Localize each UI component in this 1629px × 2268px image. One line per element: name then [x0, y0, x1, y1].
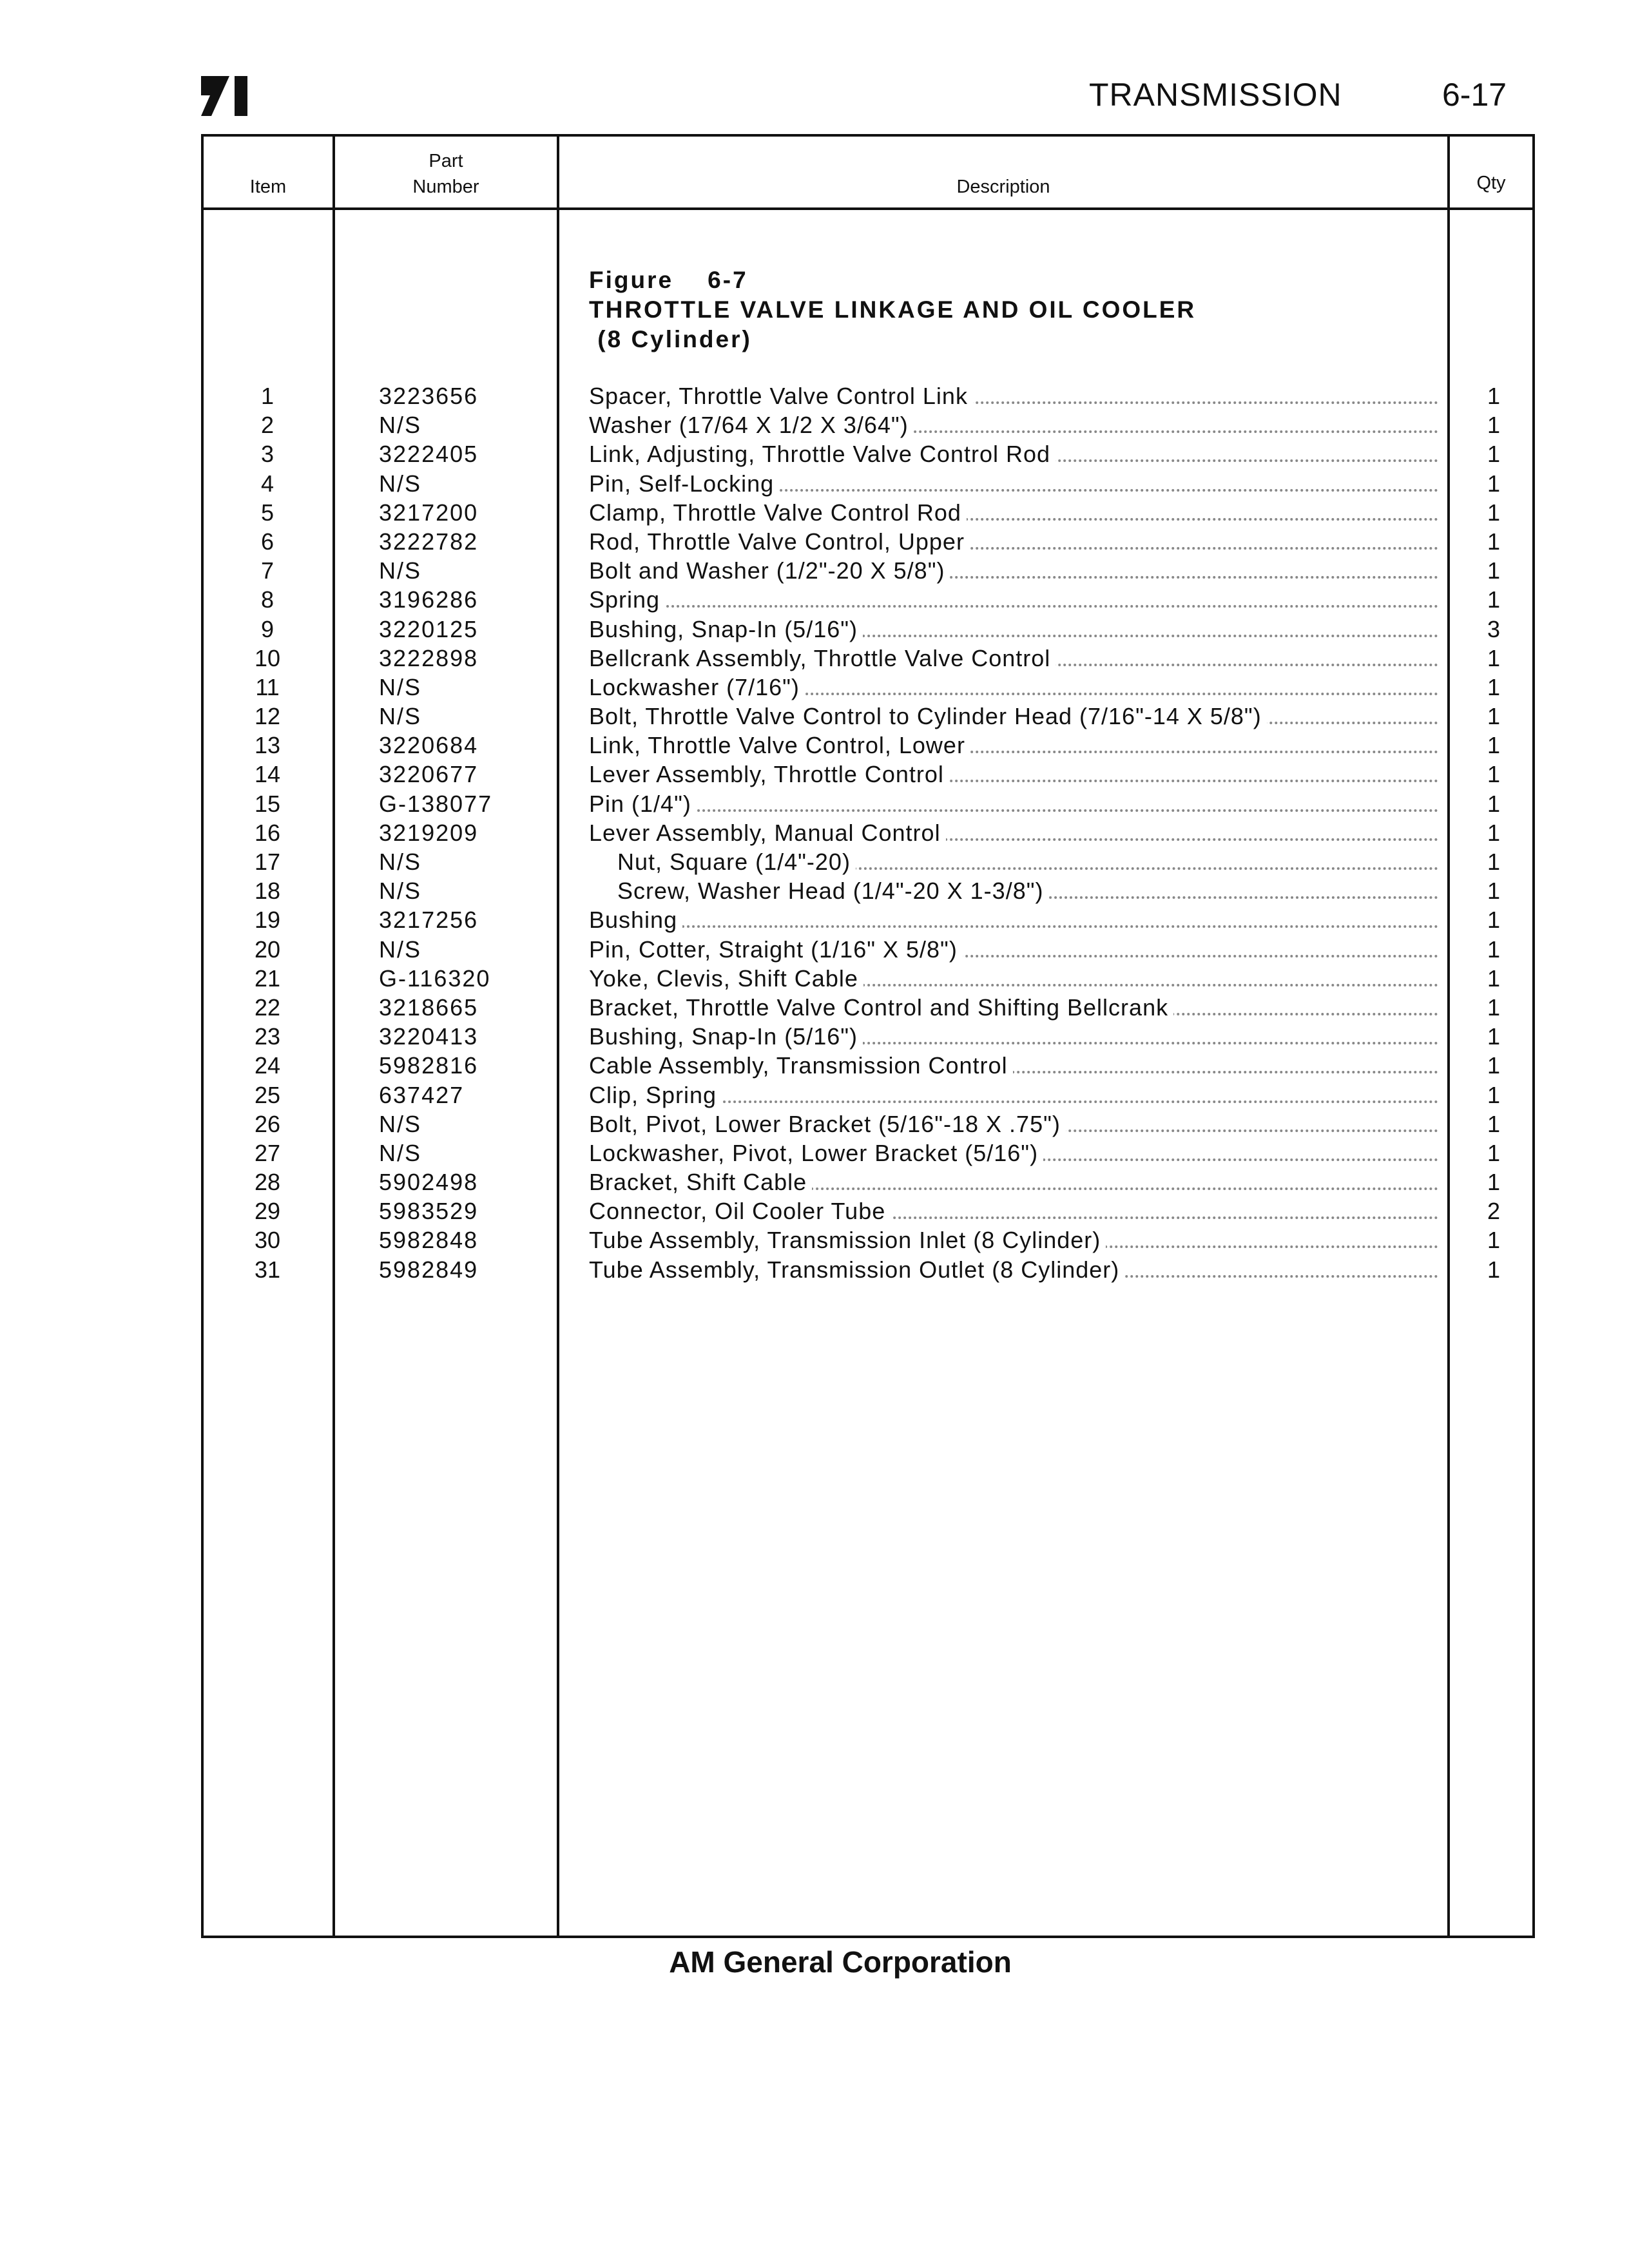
- part-number: 5982816: [379, 1052, 479, 1079]
- header-divider: [204, 207, 1532, 210]
- quantity: 1: [1487, 703, 1501, 730]
- item-number: 10: [254, 644, 281, 671]
- table-row: [0, 993, 1629, 1022]
- part-description-text: Washer (17/64 X 1/2 X 3/64"): [589, 412, 914, 438]
- part-number: 3220125: [379, 615, 479, 642]
- table-row: [0, 410, 1629, 439]
- quantity: 1: [1487, 965, 1501, 992]
- part-number: N/S: [379, 412, 422, 439]
- part-description: [589, 964, 1438, 993]
- quantity: 1: [1487, 732, 1501, 759]
- part-number: N/S: [379, 703, 422, 730]
- table-row: [0, 818, 1629, 847]
- figure-subtitle: (8 Cylinder): [589, 326, 752, 352]
- part-number: N/S: [379, 470, 422, 497]
- part-number: G-138077: [379, 790, 493, 817]
- part-number: N/S: [379, 557, 422, 584]
- column-header-qty: Qty: [1476, 173, 1506, 193]
- part-description: [589, 935, 1438, 964]
- item-number: 12: [254, 703, 281, 730]
- part-description-text: Lockwasher (7/16"): [589, 674, 805, 700]
- item-number: 19: [254, 907, 281, 934]
- item-number: 9: [260, 615, 275, 642]
- part-description: [589, 760, 1438, 789]
- table-row: [0, 527, 1629, 556]
- part-description: [589, 1081, 1438, 1110]
- quantity: 1: [1487, 673, 1501, 700]
- part-description-text: Lever Assembly, Throttle Control: [589, 761, 949, 787]
- part-number: 3218665: [379, 994, 479, 1021]
- part-description: [589, 644, 1438, 673]
- part-number: 637427: [379, 1081, 465, 1108]
- item-number: 31: [254, 1256, 281, 1283]
- table-row: [0, 1110, 1629, 1139]
- part-description-text: Bushing, Snap-In (5/16"): [589, 616, 863, 642]
- part-description: [589, 1255, 1438, 1284]
- item-number: 25: [254, 1081, 281, 1108]
- table-row: [0, 760, 1629, 789]
- table-row: [0, 702, 1629, 731]
- table-row: [0, 498, 1629, 527]
- table-row: [0, 644, 1629, 673]
- item-number: 4: [260, 470, 275, 497]
- quantity: 1: [1487, 1110, 1501, 1137]
- table-row: [0, 1139, 1629, 1168]
- part-description-text: Screw, Washer Head (1/4"-20 X 1-3/8"): [617, 878, 1048, 904]
- item-number: 6: [260, 528, 275, 555]
- part-number: 3222405: [379, 441, 479, 468]
- item-number: 11: [255, 673, 280, 700]
- quantity: 1: [1487, 586, 1501, 613]
- item-number: 2: [260, 412, 275, 439]
- part-description: [589, 1051, 1438, 1080]
- item-number: 18: [254, 878, 281, 905]
- item-number: 21: [254, 965, 281, 992]
- part-number: 3222782: [379, 528, 479, 555]
- quantity: 1: [1487, 1227, 1501, 1254]
- part-description-text: Nut, Square (1/4"-20): [617, 849, 856, 875]
- part-description: [589, 702, 1438, 731]
- part-number: 5983529: [379, 1198, 479, 1225]
- item-number: 5: [260, 499, 275, 526]
- table-row: [0, 1051, 1629, 1080]
- part-description-text: Link, Adjusting, Throttle Valve Control Rod: [589, 441, 1055, 467]
- quantity: 1: [1487, 1256, 1501, 1283]
- table-row: [0, 469, 1629, 498]
- item-number: 20: [254, 936, 281, 963]
- part-number: N/S: [379, 1110, 422, 1137]
- table-row: [0, 1255, 1629, 1284]
- part-number: G-116320: [379, 965, 491, 992]
- part-number: 3217200: [379, 499, 479, 526]
- quantity: 1: [1487, 761, 1501, 788]
- part-description-text: Pin, Self-Locking: [589, 470, 779, 497]
- table-row: [0, 381, 1629, 410]
- part-description-text: Connector, Oil Cooler Tube: [589, 1198, 891, 1224]
- item-number: 29: [254, 1198, 281, 1225]
- part-description: [589, 673, 1438, 702]
- part-description: [589, 1225, 1438, 1254]
- part-description: [617, 847, 1438, 876]
- part-description: [589, 1022, 1438, 1051]
- item-number: 17: [254, 849, 281, 875]
- part-number: 3223656: [379, 383, 479, 409]
- figure-heading: [589, 265, 1196, 354]
- part-description-text: Clip, Spring: [589, 1082, 722, 1108]
- item-number: 15: [254, 790, 281, 817]
- table-row: [0, 1022, 1629, 1051]
- part-description-text: Tube Assembly, Transmission Inlet (8 Cylinder): [589, 1227, 1106, 1253]
- part-description-text: Pin (1/4"): [589, 791, 697, 817]
- part-description: [589, 1196, 1438, 1225]
- part-description-text: Spring: [589, 586, 665, 613]
- part-description: [617, 876, 1438, 905]
- part-description: [589, 1110, 1438, 1139]
- quantity: 2: [1487, 1198, 1501, 1225]
- quantity: 1: [1487, 878, 1501, 905]
- figure-number: Figure 6-7: [589, 267, 748, 293]
- part-description: [589, 818, 1438, 847]
- publisher-logo-icon: [201, 76, 251, 116]
- item-number: 16: [254, 819, 281, 846]
- part-description-text: Bolt and Washer (1/2"-20 X 5/8"): [589, 557, 950, 584]
- quantity: 1: [1487, 1023, 1501, 1050]
- quantity: 1: [1487, 412, 1501, 439]
- table-row: [0, 1225, 1629, 1254]
- part-description: [589, 615, 1438, 644]
- table-row: [0, 847, 1629, 876]
- item-number: 28: [254, 1169, 281, 1196]
- quantity: 1: [1487, 849, 1501, 875]
- part-description-text: Bellcrank Assembly, Throttle Valve Control: [589, 645, 1055, 671]
- part-description-text: Bolt, Pivot, Lower Bracket (5/16"-18 X .75"): [589, 1111, 1066, 1137]
- table-row: [0, 731, 1629, 760]
- item-number: 8: [260, 586, 275, 613]
- table-row: [0, 585, 1629, 614]
- part-description: [589, 527, 1438, 556]
- quantity: 1: [1487, 383, 1501, 409]
- part-description: [589, 993, 1438, 1022]
- part-description: [589, 439, 1438, 468]
- table-row: [0, 556, 1629, 585]
- part-number: 3222898: [379, 644, 479, 671]
- part-description-text: Yoke, Clevis, Shift Cable: [589, 965, 863, 992]
- part-number: 5982848: [379, 1227, 479, 1254]
- part-description-text: Bracket, Shift Cable: [589, 1169, 812, 1195]
- part-number: N/S: [379, 878, 422, 905]
- part-number: N/S: [379, 673, 422, 700]
- part-description: [589, 556, 1438, 585]
- part-number: 3220677: [379, 761, 479, 788]
- item-number: 3: [260, 441, 275, 468]
- part-number: 5982849: [379, 1256, 479, 1283]
- part-number: 3220684: [379, 732, 479, 759]
- part-description-text: Bushing, Snap-In (5/16"): [589, 1023, 863, 1050]
- item-number: 7: [260, 557, 275, 584]
- item-number: 22: [254, 994, 281, 1021]
- quantity: 1: [1487, 1081, 1501, 1108]
- part-description-text: Bushing: [589, 907, 682, 933]
- table-row: [0, 1168, 1629, 1196]
- part-description: [589, 789, 1438, 818]
- quantity: 1: [1487, 557, 1501, 584]
- quantity: 1: [1487, 470, 1501, 497]
- part-description-text: Link, Throttle Valve Control, Lower: [589, 732, 970, 758]
- column-header-part-line1: Part: [429, 151, 463, 171]
- part-description-text: Cable Assembly, Transmission Control: [589, 1052, 1013, 1079]
- quantity: 1: [1487, 819, 1501, 846]
- table-row: [0, 615, 1629, 644]
- part-description: [589, 731, 1438, 760]
- part-description-text: Tube Assembly, Transmission Outlet (8 Cylinder): [589, 1256, 1124, 1283]
- part-description: [589, 1139, 1438, 1168]
- quantity: 1: [1487, 994, 1501, 1021]
- quantity: 1: [1487, 907, 1501, 934]
- part-description: [589, 905, 1438, 934]
- figure-title: THROTTLE VALVE LINKAGE AND OIL COOLER: [589, 296, 1197, 323]
- part-number: 3220413: [379, 1023, 479, 1050]
- item-number: 26: [254, 1110, 281, 1137]
- table-row: [0, 964, 1629, 993]
- part-description-text: Clamp, Throttle Valve Control Rod: [589, 499, 967, 526]
- quantity: 1: [1487, 1169, 1501, 1196]
- part-description: [589, 585, 1438, 614]
- part-number: N/S: [379, 936, 422, 963]
- part-description: [589, 381, 1438, 410]
- quantity: 1: [1487, 1052, 1501, 1079]
- part-description-text: Lever Assembly, Manual Control: [589, 820, 946, 846]
- item-number: 30: [254, 1227, 281, 1254]
- part-description-text: Pin, Cotter, Straight (1/16" X 5/8"): [589, 936, 963, 963]
- item-number: 23: [254, 1023, 281, 1050]
- page-number: 6-17: [1442, 77, 1507, 113]
- column-header-part-line2: Number: [412, 177, 479, 197]
- table-row: [0, 876, 1629, 905]
- quantity: 1: [1487, 441, 1501, 468]
- table-row: [0, 1081, 1629, 1110]
- quantity: 3: [1487, 615, 1501, 642]
- item-number: 13: [254, 732, 281, 759]
- item-number: 1: [260, 383, 275, 409]
- part-number: N/S: [379, 849, 422, 875]
- item-number: 27: [254, 1139, 281, 1166]
- parts-list: [0, 381, 1629, 1284]
- table-row: [0, 439, 1629, 468]
- part-description-text: Bracket, Throttle Valve Control and Shifting Bellcrank: [589, 994, 1173, 1021]
- part-description: [589, 1168, 1438, 1196]
- quantity: 1: [1487, 1139, 1501, 1166]
- part-number: 5902498: [379, 1169, 479, 1196]
- table-row: [0, 789, 1629, 818]
- quantity: 1: [1487, 790, 1501, 817]
- table-row: [0, 935, 1629, 964]
- part-description-text: Rod, Throttle Valve Control, Upper: [589, 528, 970, 555]
- part-description-text: Bolt, Throttle Valve Control to Cylinder Head (7/16"-14 X 5/8"): [589, 703, 1267, 729]
- table-row: [0, 1196, 1629, 1225]
- item-number: 24: [254, 1052, 281, 1079]
- table-row: [0, 673, 1629, 702]
- footer-company: AM General Corporation: [669, 1945, 1012, 1979]
- section-title: TRANSMISSION: [1089, 77, 1342, 113]
- column-header-item: Item: [249, 177, 287, 197]
- column-header-part-number: [335, 148, 557, 200]
- part-description: [589, 498, 1438, 527]
- part-number: 3196286: [379, 586, 479, 613]
- item-number: 14: [254, 761, 281, 788]
- quantity: 1: [1487, 499, 1501, 526]
- part-number: N/S: [379, 1139, 422, 1166]
- part-description-text: Lockwasher, Pivot, Lower Bracket (5/16"): [589, 1140, 1043, 1166]
- part-description: [589, 410, 1438, 439]
- part-number: 3217256: [379, 907, 479, 934]
- part-description-text: Spacer, Throttle Valve Control Link: [589, 383, 973, 409]
- table-row: [0, 905, 1629, 934]
- part-description: [589, 469, 1438, 498]
- quantity: 1: [1487, 644, 1501, 671]
- column-header-description: Description: [956, 177, 1050, 197]
- part-number: 3219209: [379, 819, 479, 846]
- quantity: 1: [1487, 936, 1501, 963]
- quantity: 1: [1487, 528, 1501, 555]
